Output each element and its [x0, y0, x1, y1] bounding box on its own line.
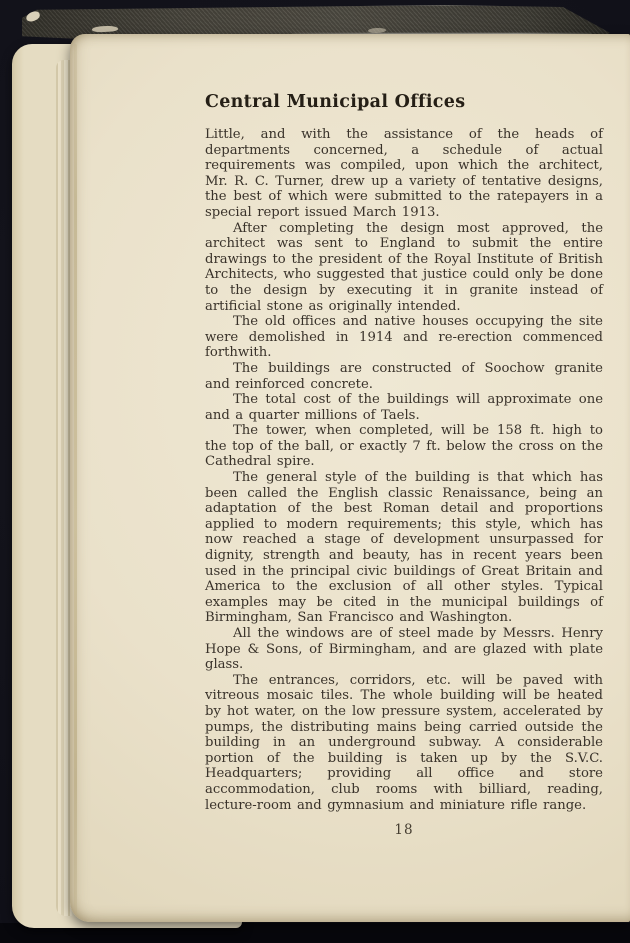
paragraph-3: The old offices and native houses occupying the site were demolished in 1914 and re-erection commenced forthwith.: [205, 314, 603, 361]
paragraph-6: The tower, when completed, will be 158 ft. high to the top of the ball, or exactly 7 ft. below the cross on the Cathedral spire.: [205, 423, 603, 470]
book-page: [70, 34, 630, 922]
page-content: [205, 92, 603, 838]
paragraph-9: The entrances, corridors, etc. will be paved with vitreous mosaic tiles. The whole building will be heated by hot water, on the low pressure system, accelerated by pumps, the distributing mains being carried outside the building in an underground subway. A considerable portion of the building is taken up by the S.V.C. Headquarters; providing all office and store accommodation, club rooms with billiard, reading, lecture-room and gymnasium and miniature rifle range.: [205, 672, 603, 813]
paragraph-7: The general style of the building is that which has been called the English classic Renaissance, being an adaptation of the best Roman detail and proportions applied to modern requirements; this style, which has now reached a stage of development unsurpassed for dignity, strength and beauty, has in recent years been used in the principal civic buildings of Great Britain and America to the exclusion of all other styles. Typical examples may be cited in the municipal buildings of Birmingham, San Francisco and Washington.: [205, 470, 603, 626]
section-title: Central Municipal Offices: [205, 92, 466, 112]
paragraph-5: The total cost of the buildings will approximate one and a quarter millions of Taels.: [205, 392, 603, 423]
paragraph-4: The buildings are constructed of Soochow granite and reinforced concrete.: [205, 360, 603, 392]
page-number: 18: [394, 822, 414, 839]
body-text: [205, 127, 603, 813]
page-left-crease: [74, 44, 77, 914]
paragraph-8: All the windows are of steel made by Messrs. Henry Hope & Sons, of Birmingham, and are glazed with plate glass.: [205, 626, 603, 673]
paragraph-2: After completing the design most approved, the architect was sent to England to submit the entire drawings to the president of the Royal Institute of British Architects, who suggested that justice could only be done to the design by executing it in granite instead of artificial stone as originally intended.: [205, 220, 603, 314]
paragraph-1: Little, and with the assistance of the heads of departments concerned, a schedule of actual requirements was compiled, upon which the architect, Mr. R. C. Turner, drew up a variety of tentative designs, the best of which were submitted to the ratepayers in a special report issued March 1913.: [205, 127, 603, 220]
